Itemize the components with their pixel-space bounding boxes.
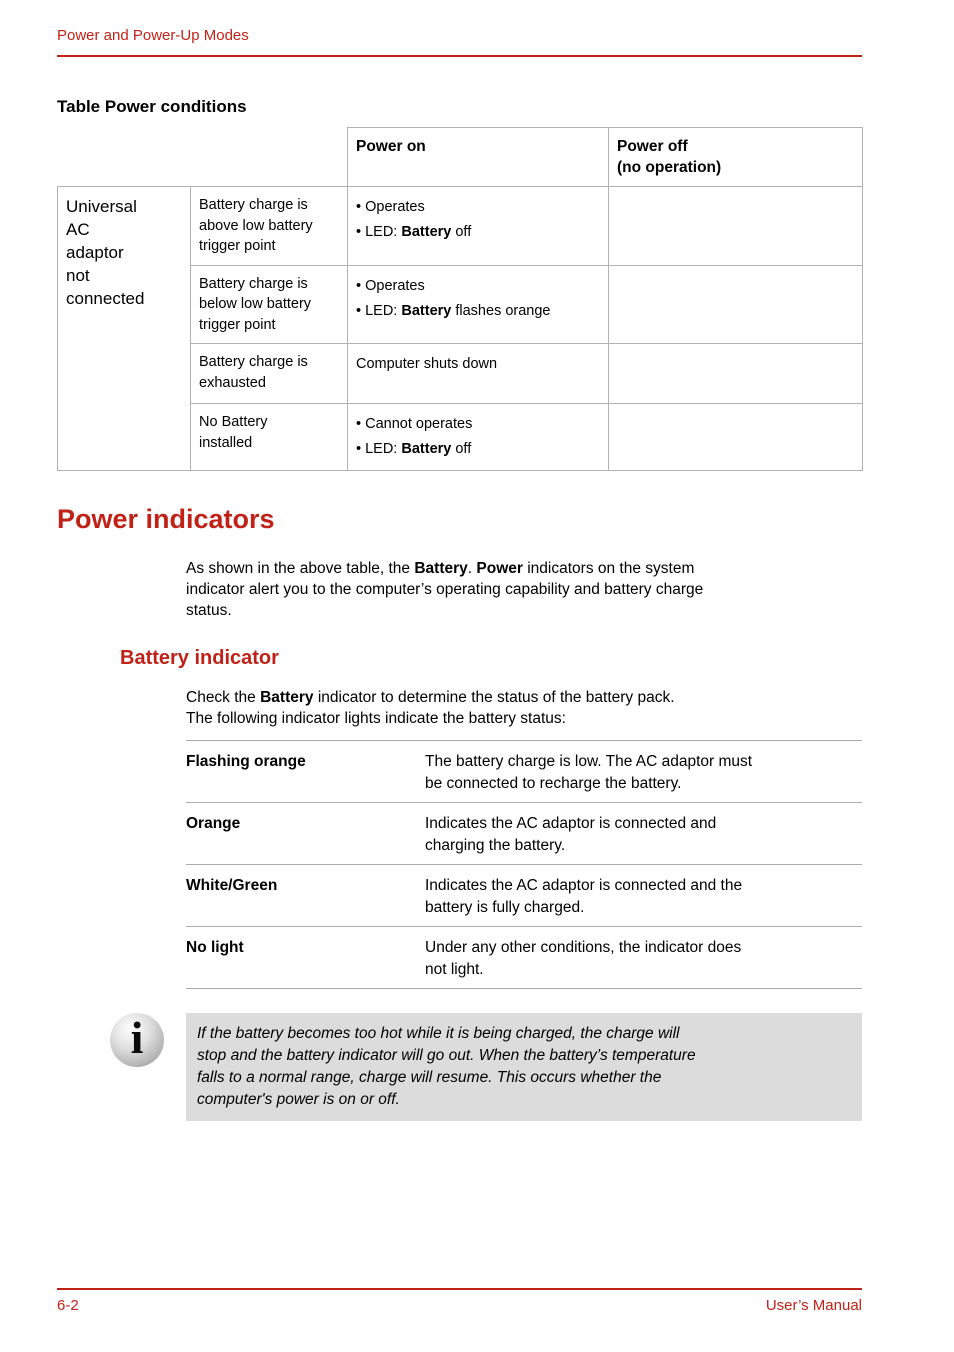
section-heading-power-indicators: Power indicators xyxy=(57,504,275,534)
footer xyxy=(57,1288,862,1352)
status-name: No light xyxy=(186,939,244,956)
power-on-cell xyxy=(348,187,609,266)
text-line: Indicates the AC adaptor is connected and xyxy=(425,815,717,832)
status-row xyxy=(186,865,862,927)
text-line: Battery charge is xyxy=(199,197,308,213)
status-name: White/Green xyxy=(186,877,278,894)
col-header-power-on xyxy=(348,128,609,187)
text-line: status. xyxy=(186,602,232,619)
text-line: battery is fully charged. xyxy=(425,899,585,916)
text-line: As shown in the above table, the Battery. Power indicators on the system xyxy=(186,560,695,577)
text-line: Battery charge is xyxy=(199,275,308,292)
battery-status-table xyxy=(186,740,862,989)
status-description xyxy=(425,865,862,927)
text-line: Power off xyxy=(617,138,688,155)
text-line: • LED: Battery flashes orange xyxy=(356,302,551,319)
status-description xyxy=(425,803,862,865)
status-row xyxy=(186,927,862,989)
text-line: • LED: Battery off xyxy=(356,441,472,457)
status-name: Flashing orange xyxy=(186,753,306,770)
power-on-cell xyxy=(348,265,609,344)
power-off-cell xyxy=(609,187,863,266)
text-line: be connected to recharge the battery. xyxy=(425,775,682,792)
text-line: • Cannot operates xyxy=(356,416,473,432)
text-line: The following indicator lights indicate the battery status: xyxy=(186,710,566,727)
text-line: Indicates the AC adaptor is connected and the xyxy=(425,877,743,894)
info-icon xyxy=(110,1013,164,1067)
section-heading-battery-indicator: Battery indicator xyxy=(120,647,279,669)
text-line: If the battery becomes too hot while it is being charged, the charge will xyxy=(197,1025,680,1042)
power-table-header-row xyxy=(58,128,863,187)
power-indicators-intro xyxy=(186,558,862,621)
breadcrumb: Power and Power-Up Modes xyxy=(57,27,249,44)
status-description xyxy=(425,741,862,803)
header-spacer-cell xyxy=(58,128,348,187)
col-header-power-off xyxy=(609,128,863,187)
status-name: Orange xyxy=(186,815,241,832)
text-line: connected xyxy=(66,289,145,308)
text-line: computer's power is on or off. xyxy=(197,1091,400,1108)
text-line: AC xyxy=(66,220,90,239)
text-line: below low battery xyxy=(199,296,312,312)
text-line: Universal xyxy=(66,197,137,216)
condition-cell xyxy=(191,404,348,471)
power-on-cell xyxy=(348,344,609,404)
text-line: • Operates xyxy=(356,277,425,294)
text-line: above low battery xyxy=(199,217,313,234)
footer-label: User’s Manual xyxy=(765,1297,862,1314)
power-off-cell xyxy=(609,344,863,404)
info-icon-glyph: i xyxy=(130,1012,144,1063)
text-line: exhausted xyxy=(199,374,266,391)
text-line: stop and the battery indicator will go out. When the battery’s temperature xyxy=(197,1047,696,1064)
text-line: Battery charge is xyxy=(199,354,308,370)
text-line: • LED: Battery off xyxy=(356,224,472,240)
battery-indicator-intro xyxy=(186,687,862,729)
condition-cell xyxy=(191,187,348,266)
power-table-title: Table Power conditions xyxy=(57,97,247,116)
text-line: installed xyxy=(199,434,253,451)
header-rule xyxy=(57,55,862,57)
footer-rule xyxy=(57,1288,862,1290)
text-line: not light. xyxy=(425,961,484,978)
note-box xyxy=(186,1013,862,1121)
text-line: Computer shuts down xyxy=(356,356,498,372)
text-line: The battery charge is low. The AC adaptor must xyxy=(425,753,753,770)
status-description xyxy=(425,927,862,989)
text-line: adaptor xyxy=(66,243,124,262)
text-line: charging the battery. xyxy=(425,837,566,854)
text-line: Check the Battery indicator to determine the status of the battery pack. xyxy=(186,689,675,706)
condition-cell xyxy=(191,344,348,404)
text-line: Under any other conditions, the indicator does xyxy=(425,939,742,956)
text-line: falls to a normal range, charge will resume. This occurs whether the xyxy=(197,1069,662,1086)
text-line: No Battery xyxy=(199,414,268,430)
power-on-cell xyxy=(348,404,609,471)
note xyxy=(110,1013,862,1121)
text-line: (no operation) xyxy=(617,159,722,176)
text-line: • Operates xyxy=(356,199,425,215)
power-off-cell xyxy=(609,404,863,471)
status-row xyxy=(186,803,862,865)
power-off-cell xyxy=(609,265,863,344)
text-line: indicator alert you to the computer’s operating capability and battery charge xyxy=(186,581,704,598)
text-line: trigger point xyxy=(199,238,276,254)
text-line: Power on xyxy=(356,138,426,155)
text-line: not xyxy=(66,266,90,285)
text-line: trigger point xyxy=(199,316,276,333)
table-row xyxy=(58,187,863,266)
condition-cell xyxy=(191,265,348,344)
page-number: 6-2 xyxy=(57,1297,79,1314)
status-row xyxy=(186,741,862,803)
power-conditions-table xyxy=(57,127,863,471)
row-group-label xyxy=(58,187,191,471)
